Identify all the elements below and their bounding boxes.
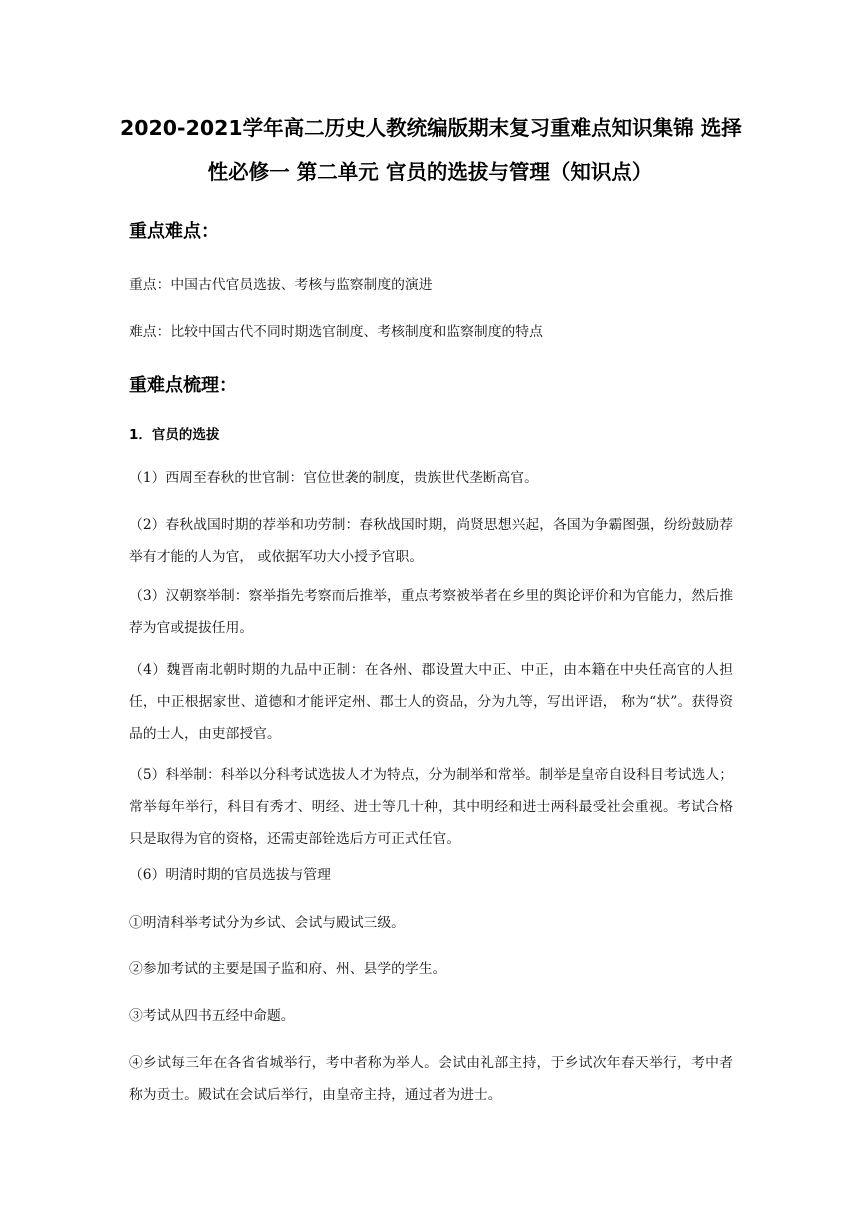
paragraph-item-6: （6）明清时期的官员选拔与管理 <box>129 867 331 883</box>
paragraph-item-2: （2）春秋战国时期的荐举和功劳制：春秋战国时期，尚贤思想兴起，各国为争霸图强，纷纷鼓励荐举有才能的人为官， 或依据军功大小授予官职。 <box>129 517 733 565</box>
list-item-4: ④乡试每三年在各省省城举行，考中者称为举人。会试由礼部主持，于乡试次年春天举行，考中者称为贡士。殿试在会试后举行，由皇帝主持，通过者为进士。 <box>129 1055 733 1103</box>
list-item-3: ③考试从四书五经中命题。 <box>129 1008 295 1024</box>
difficulty-text: 难点：比较中国古代不同时期选官制度、考核制度和监察制度的特点 <box>129 324 543 340</box>
section-heading-key-difficult: 重点难点： <box>129 221 219 242</box>
subsection-heading-selection: 1．官员的选拔 <box>129 427 220 443</box>
document-title-line-1: 2020-2021学年高二历史人教统编版期末复习重难点知识集锦 选择 <box>120 116 742 140</box>
paragraph-item-1: （1）西周至春秋的世官制：官位世袭的制度，贵族世代垄断高官。 <box>129 470 538 486</box>
paragraph-item-4: （4）魏晋南北朝时期的九品中正制：在各州、郡设置大中正、中正，由本籍在中央任高官的人担任，中正根据家世、道德和才能评定州、郡士人的资品，分为九等，写出评语， 称为“状”。获得资品的士人，由吏部授官。 <box>129 662 733 742</box>
paragraph-item-5: （5）科举制：科举以分科考试选拔人才为特点，分为制举和常举。制举是皇帝自设科目考试选人；常举每年举行，科目有秀才、明经、进士等几十种，其中明经和进士两科最受社会重视。考试合格只是取得为官的资格，还需吏部铨选后方可正式任官。 <box>129 767 733 847</box>
key-point-text: 重点：中国古代官员选拔、考核与监察制度的演进 <box>129 277 433 293</box>
list-item-1: ①明清科举考试分为乡试、会试与殿试三级。 <box>129 915 405 931</box>
section-heading-review: 重难点梳理： <box>129 375 237 396</box>
document-title-line-2: 性必修一 第二单元 官员的选拔与管理（知识点） <box>207 160 653 184</box>
list-item-2: ②参加考试的主要是国子监和府、州、县学的学生。 <box>129 961 447 977</box>
paragraph-item-3: （3）汉朝察举制：察举指先考察而后推举，重点考察被举者在乡里的舆论评价和为官能力，然后推荐为官或提拔任用。 <box>129 588 733 636</box>
